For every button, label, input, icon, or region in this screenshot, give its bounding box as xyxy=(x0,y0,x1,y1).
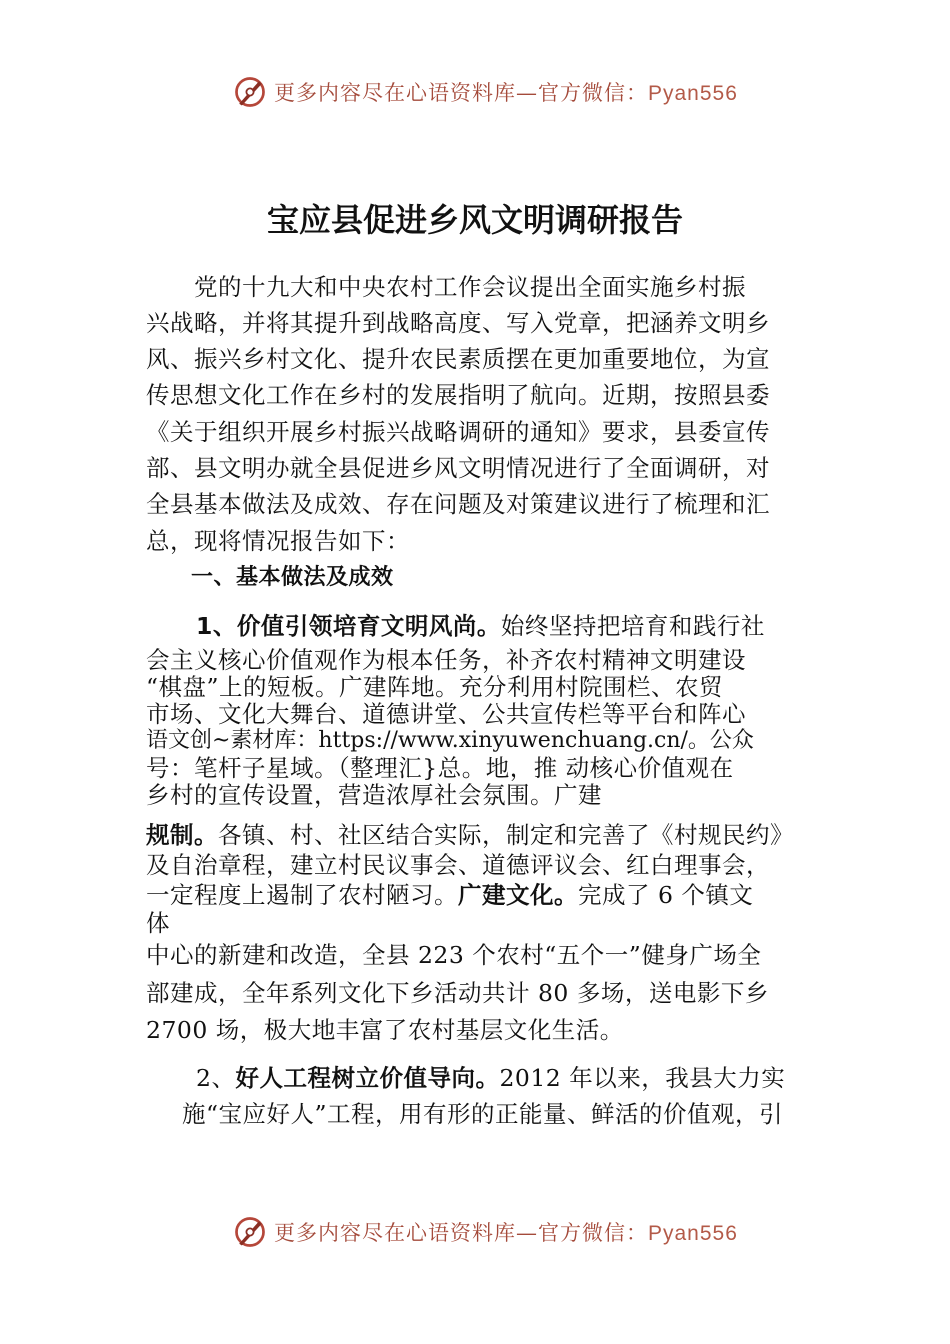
body-line: 施“宝应好人”工程，用有形的正能量、鲜活的价值观，引 xyxy=(182,1100,784,1128)
body-line: 部建成，全年系列文化下乡活动共计 80 多场，送电影下乡 xyxy=(146,979,769,1007)
body-line: 体 xyxy=(146,909,170,937)
wechat-id: Pyan556 xyxy=(648,1222,738,1245)
banner-text: 更多内容尽在心语资料库—官方微信：Pyan556 xyxy=(274,1221,738,1245)
body-line: 号：笔杆子星域。（整理汇}总。地，推 动核心价值观在 xyxy=(146,754,734,782)
body-line: 总，现将情况报告如下： xyxy=(146,527,410,555)
wechat-id: Pyan556 xyxy=(648,82,738,105)
body-line: 规制。各镇、村、社区结合实际，制定和完善了《村规民约》 xyxy=(146,821,794,849)
body-line: “棋盘”上的短板。广建阵地。充分利用村院围栏、农贸 xyxy=(146,673,724,701)
body-line: 《关于组织开展乡村振兴战略调研的通知》要求，县委宣传 xyxy=(146,418,770,446)
body-line: 2700 场，极大地丰富了农村基层文化生活。 xyxy=(146,1016,624,1044)
body-line: 风、振兴乡村文化、提升农民素质摆在更加重要地位，为宣 xyxy=(146,345,770,373)
body-line: 2、好人工程树立价值导向。2012 年以来，我县大力实 xyxy=(196,1064,786,1092)
body-line: 传思想文化工作在乡村的发展指明了航向。近期，按照县委 xyxy=(146,381,770,409)
page-title: 宝应县促进乡风文明调研报告 xyxy=(266,201,683,239)
pen-logo-icon xyxy=(232,74,268,110)
pen-logo-icon xyxy=(232,1214,268,1250)
subheading: 1、价值引领培育文明风尚。 xyxy=(196,612,501,640)
body-line: 一定程度上遏制了农村陋习。广建文化。完成了 6 个镇文 xyxy=(146,881,754,909)
body-line: 部、县文明办就全县促进乡风文明情况进行了全面调研，对 xyxy=(146,454,770,482)
body-line: 语文创~素材库：https://www.xinyuwenchuang.cn/。公众 xyxy=(146,728,754,753)
subheading: 广建文化。 xyxy=(458,881,578,909)
section-heading: 一、基本做法及成效 xyxy=(146,565,394,590)
header-banner xyxy=(232,72,738,112)
body-line: 1、价值引领培育文明风尚。始终坚持把培育和践行社 xyxy=(196,612,765,640)
body-line: 中心的新建和改造，全县 223 个农村“五个一”健身广场全 xyxy=(146,941,762,969)
body-line: 市场、文化大舞台、道德讲堂、公共宣传栏等平台和阵心 xyxy=(146,700,746,728)
footer-banner xyxy=(232,1212,738,1252)
body-line: 乡村的宣传设置，营造浓厚社会氛围。广建 xyxy=(146,781,602,809)
banner-text: 更多内容尽在心语资料库—官方微信：Pyan556 xyxy=(274,81,738,105)
subheading: 规制。 xyxy=(146,821,218,849)
body-line: 兴战略，并将其提升到战略高度、写入党章，把涵养文明乡 xyxy=(146,309,770,337)
body-line: 会主义核心价值观作为根本任务，补齐农村精神文明建设 xyxy=(146,646,746,674)
subheading: 好人工程树立价值导向。 xyxy=(235,1064,500,1092)
body-line: 及自治章程，建立村民议事会、道德评议会、红白理事会， xyxy=(146,851,770,879)
body-line: 全县基本做法及成效、存在问题及对策建议进行了梳理和汇 xyxy=(146,490,770,518)
body-line: 党的十九大和中央农村工作会议提出全面实施乡村振 xyxy=(146,273,746,301)
